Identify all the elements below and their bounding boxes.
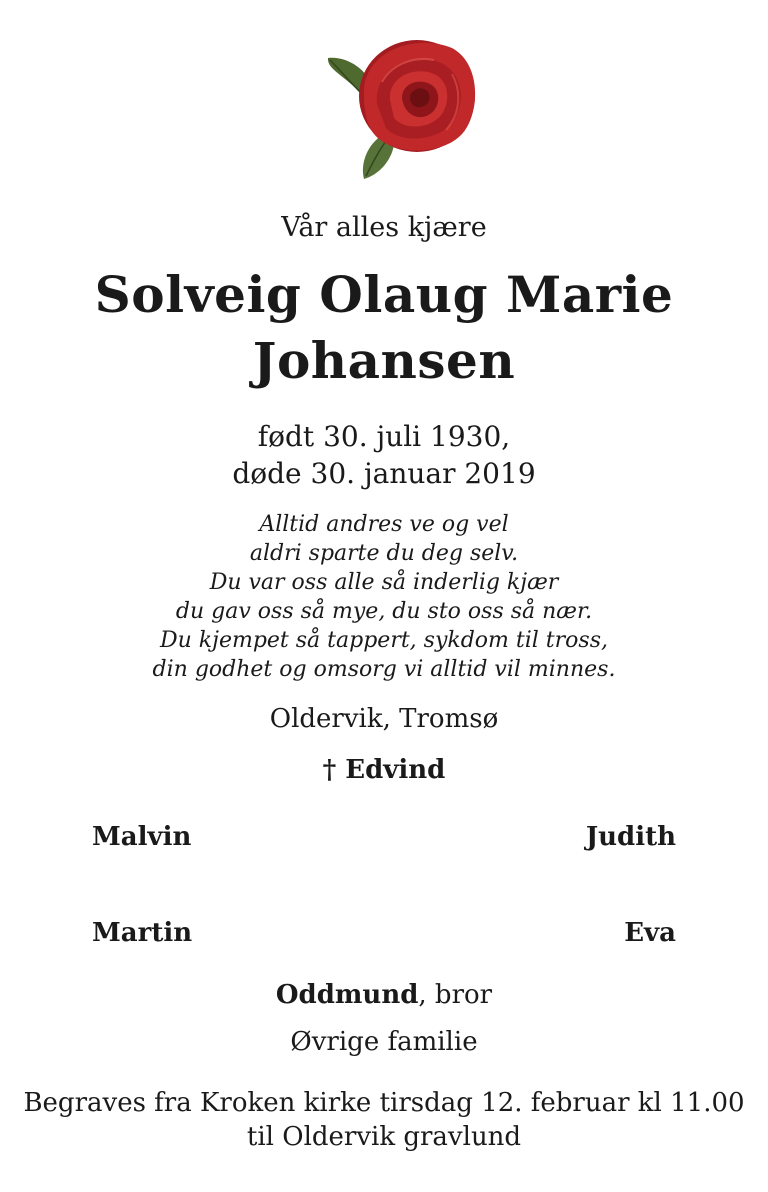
funeral-info <box>0 1086 768 1154</box>
sibling-relation: , bror <box>418 980 493 1010</box>
poem-line: Du kjempet så tappert, sykdom til tross, <box>160 628 608 653</box>
memorial-poem <box>0 510 768 684</box>
child-name-martin: Martin <box>92 918 193 948</box>
red-rose-icon <box>322 34 482 184</box>
death-date: døde 30. januar 2019 <box>232 457 536 490</box>
place-name: Oldervik, Tromsø <box>269 704 499 734</box>
child-name-judith: Judith <box>585 822 676 852</box>
child-name-eva: Eva <box>624 918 676 948</box>
sibling-line <box>0 980 768 1010</box>
poem-line: din godhet og omsorg vi alltid vil minnes. <box>152 657 616 682</box>
poem-line: Du var oss alle så inderlig kjær <box>209 570 559 595</box>
life-dates <box>0 418 768 492</box>
sibling-name: Oddmund <box>275 980 419 1010</box>
funeral-line-1: Begraves fra Kroken kirke tirsdag 12. februar kl 11.00 <box>23 1088 745 1118</box>
poem-line: du gav oss så mye, du sto oss så nær. <box>175 599 593 624</box>
deceased-name <box>0 262 768 394</box>
deceased-name-line1: Solveig Olaug Marie <box>94 265 674 324</box>
poem-line: Alltid andres ve og vel <box>259 512 509 537</box>
deceased-name-line2: Johansen <box>252 331 516 390</box>
birth-date: født 30. juli 1930, <box>257 420 511 453</box>
intro-text: Vår alles kjære <box>281 212 487 243</box>
funeral-line-2: til Oldervik gravlund <box>246 1122 522 1152</box>
child-name-malvin: Malvin <box>92 822 192 852</box>
poem-line: aldri sparte du deg selv. <box>249 541 519 566</box>
spouse-name: † Edvind <box>322 755 446 785</box>
other-family: Øvrige familie <box>290 1027 478 1057</box>
